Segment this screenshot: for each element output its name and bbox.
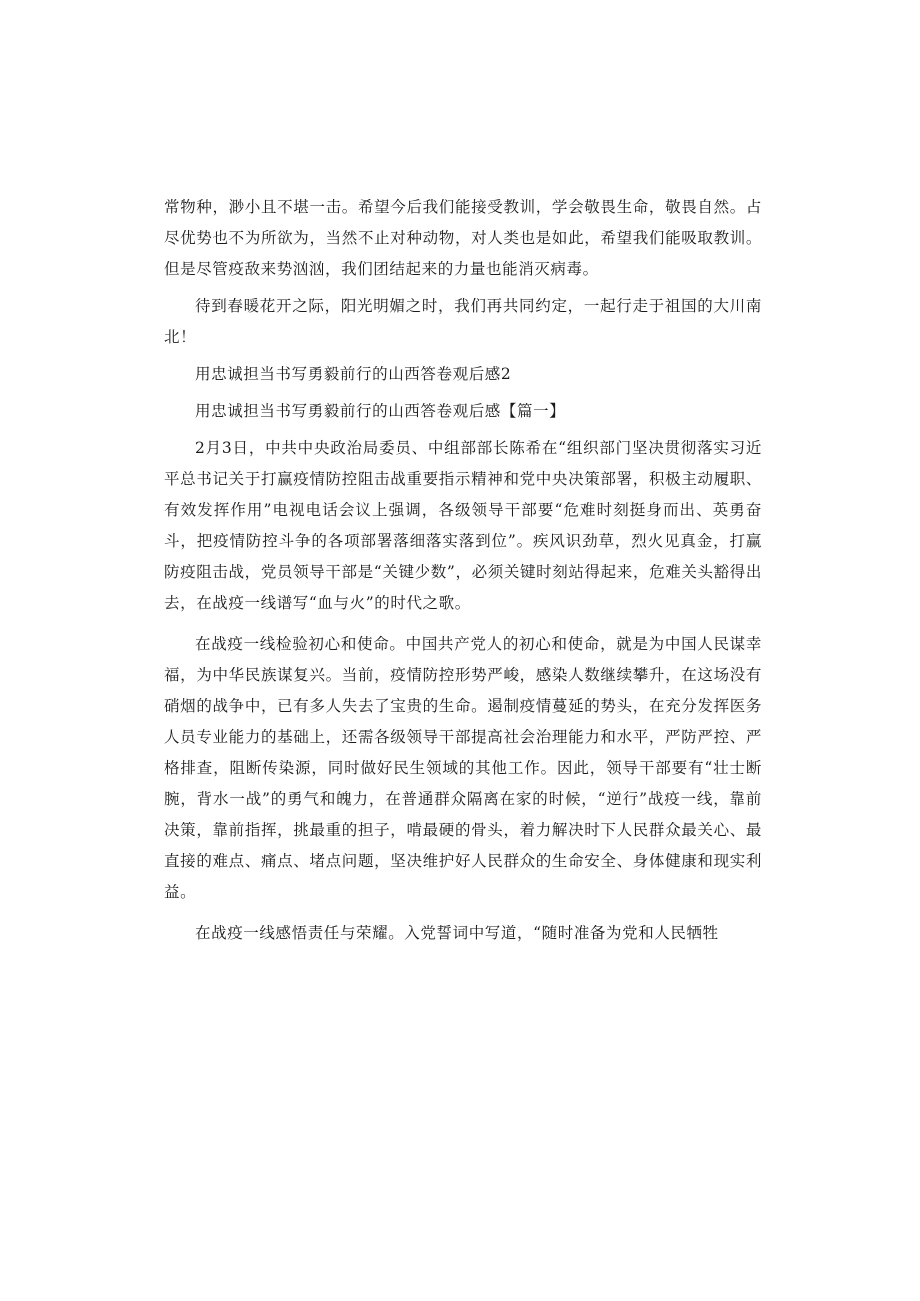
paragraph-body: 2月3日，中共中央政治局委员、中组部部长陈希在“组织部门坚决贯彻落实习近平总书记关于打赢疫情防控阻击战重要指示精神和党中央决策部署，积极主动履职、有效发挥作用”电视电话会议上强调，各级领导干部要“危难时刻挺身而出、英勇奋斗，把疫情防控斗争的各项部署落细落实落到位”。疾风识劲草，烈火见真金，打赢防疫阻击战，党员领导干部是“关键少数”，必须关键时刻站得起来，危难关头豁得出去，在战疫一线谱写“血与火”的时代之歌。 xyxy=(164,439,762,612)
paragraph-body: 在战疫一线检验初心和使命。中国共产党人的初心和使命，就是为中国人民谋幸福，为中华民族谋复兴。当前，疫情防控形势严峻，感染人数继续攀升，在这场没有硝烟的战争中，已有多人失去了宝贵的生命。遏制疫情蔓延的势头，在充分发挥医务人员专业能力的基础上，还需各级领导干部提高社会治理能力和水平，严防严控、严格排查，阻断传染源，同时做好民生领域的其他工作。因此，领导干部要有“壮士断腕，背水一战”的勇气和魄力，在普通群众隔离在家的时候，“逆行”战疫一线，靠前决策，靠前指挥，挑最重的担子，啃最硬的骨头，着力解决时下人民群众最关心、最直接的难点、痛点、堵点问题，坚决维护好人民群众的生命安全、身体健康和现实利益。 xyxy=(164,635,762,901)
section-heading: 用忠诚担当书写勇毅前行的山西答卷观后感2 xyxy=(195,365,512,383)
section-subheading: 用忠诚担当书写勇毅前行的山西答卷观后感【篇一】 xyxy=(195,402,566,420)
paragraph-closing: 待到春暖花开之际，阳光明媚之时，我们再共同约定，一起行走于祖国的大川南北！ xyxy=(164,297,762,346)
document-body xyxy=(164,192,762,959)
paragraph-body: 在战疫一线感悟责任与荣耀。入党誓词中写道，“随时准备为党和人民牺牲 xyxy=(195,924,719,942)
paragraph-continuation: 常物种，渺小且不堪一击。希望今后我们能接受教训，学会敬畏生命，敬畏自然。占尽优势也不为所欲为，当然不止对种动物，对人类也是如此，希望我们能吸取教训。但是尽管疫敌来势汹汹，我们团结起来的力量也能消灭病毒。 xyxy=(164,198,762,278)
